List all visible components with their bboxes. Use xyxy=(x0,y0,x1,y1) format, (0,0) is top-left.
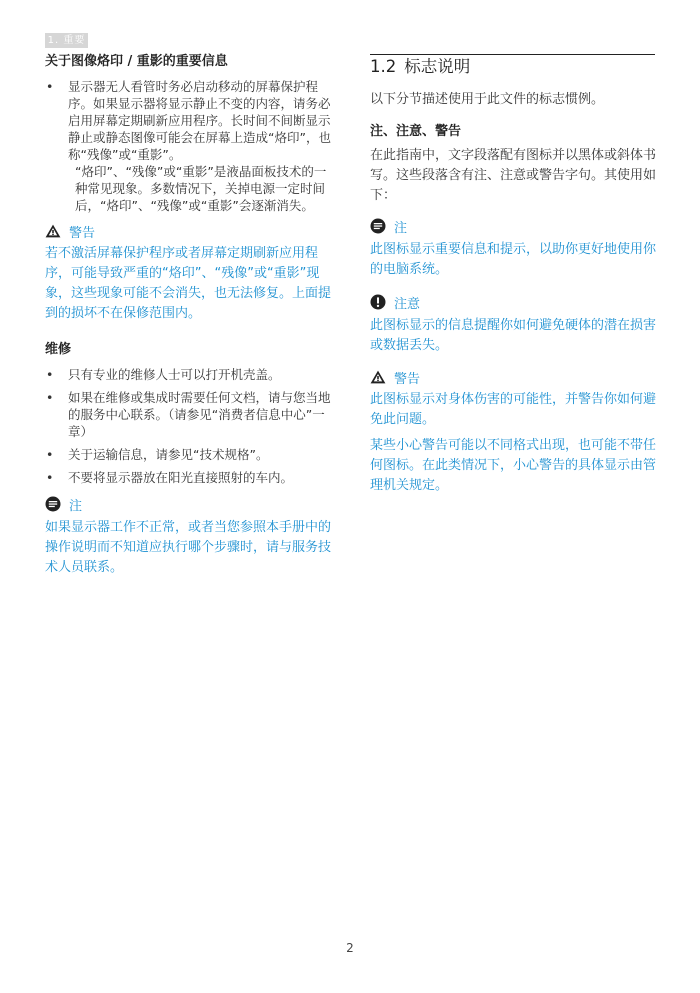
note-callout xyxy=(45,496,333,578)
warning-title-row xyxy=(45,224,333,244)
note-title: 注 xyxy=(69,499,83,514)
warning-callout xyxy=(45,224,333,324)
service-item-3: 关于运输信息，请参见“技术规格”。 xyxy=(68,447,269,462)
warning-callout xyxy=(370,370,656,496)
warning-title: 警告 xyxy=(394,372,421,387)
caution-title-row xyxy=(370,294,656,316)
service-list xyxy=(45,366,333,486)
bullet-dot: • xyxy=(46,390,54,405)
section-number: 1.2 xyxy=(370,57,397,76)
note-text: 此图标显示重要信息和提示，以助你更好地使用你的电脑系统。 xyxy=(370,242,657,277)
warning-text: 此图标显示对身体伤害的可能性，并警告你如何避免此问题。 xyxy=(370,392,657,427)
note-callout xyxy=(370,218,656,280)
list-item xyxy=(45,389,333,440)
list-item xyxy=(45,469,333,486)
list-item xyxy=(45,446,333,463)
image-care-continuation: “烙印”、“残像”或“重影”是液晶面板技术的一种常见现象。多数情况下，关掉电源一定时间后，“烙印”、“残像”或“重影”会逐渐消失。 xyxy=(75,164,327,213)
left-column xyxy=(45,52,333,578)
note-title-row xyxy=(45,496,333,518)
list-item xyxy=(45,366,333,383)
image-care-heading: 关于图像烙印 / 重影的重要信息 xyxy=(45,54,228,69)
warning-title: 警告 xyxy=(69,226,96,241)
caution-callout xyxy=(370,294,656,356)
caution-text: 此图标显示的信息提醒你如何避免硬体的潜在损害或数据丢失。 xyxy=(370,318,657,353)
section-title xyxy=(370,56,656,78)
image-care-bullet: 显示器无人看管时务必启动移动的屏幕保护程序。如果显示器将显示静止不变的内容，请务必启用屏幕定期刷新应用程序。长时间不间断显示静止或静态图像可能会在屏幕上造成“烙印”，也称“残像”或“重影”。 xyxy=(68,79,331,162)
conventions-paragraph: 在此指南中，文字段落配有图标并以黑体或斜体书写。这些段落含有注、注意或警告字句。其使用如下： xyxy=(370,148,657,203)
warning-triangle-icon xyxy=(370,370,386,390)
note-text: 如果显示器工作不正常，或者当您参照本手册中的操作说明而不知道应执行哪个步骤时，请与服务技术人员联系。 xyxy=(45,520,332,575)
service-heading: 维修 xyxy=(45,342,72,357)
warning-title-row xyxy=(370,370,656,390)
chapter-tab: 1. 重要 xyxy=(45,33,88,48)
bullet-dot: • xyxy=(46,447,54,462)
caution-exclamation-icon xyxy=(370,294,386,316)
right-column xyxy=(370,50,656,496)
section-intro: 以下分节描述使用于此文件的标志惯例。 xyxy=(370,92,605,107)
service-item-4: 不要将显示器放在阳光直接照射的车内。 xyxy=(68,470,294,485)
bullet-dot: • xyxy=(46,79,54,94)
list-item xyxy=(45,78,333,214)
page-number: 2 xyxy=(346,941,354,955)
conventions-heading: 注、注意、警告 xyxy=(370,124,462,139)
warning-triangle-icon xyxy=(45,224,61,244)
service-item-2: 如果在维修或集成时需要任何文档，请与您当地的服务中心联系。（请参见“消费者信息中心”一章） xyxy=(68,390,331,439)
note-title: 注 xyxy=(394,221,408,236)
service-item-1: 只有专业的维修人士可以打开机壳盖。 xyxy=(68,367,281,382)
note-icon xyxy=(370,218,386,240)
bullet-dot: • xyxy=(46,470,54,485)
image-care-list xyxy=(45,78,333,214)
note-title-row xyxy=(370,218,656,240)
section-title-text: 标志说明 xyxy=(404,57,471,76)
warning-text: 若不激活屏幕保护程序或者屏幕定期刷新应用程序，可能导致严重的“烙印”、“残像”或“重影”现象，这些现象可能不会消失，也无法修复。上面提到的损坏不在保修范围内。 xyxy=(45,246,332,321)
caution-title: 注意 xyxy=(394,297,421,312)
note-icon xyxy=(45,496,61,518)
bullet-dot: • xyxy=(46,367,54,382)
warning-extra-text: 某些小心警告可能以不同格式出现，也可能不带任何图标。在此类情况下，小心警告的具体显示由管理机关规定。 xyxy=(370,438,657,493)
